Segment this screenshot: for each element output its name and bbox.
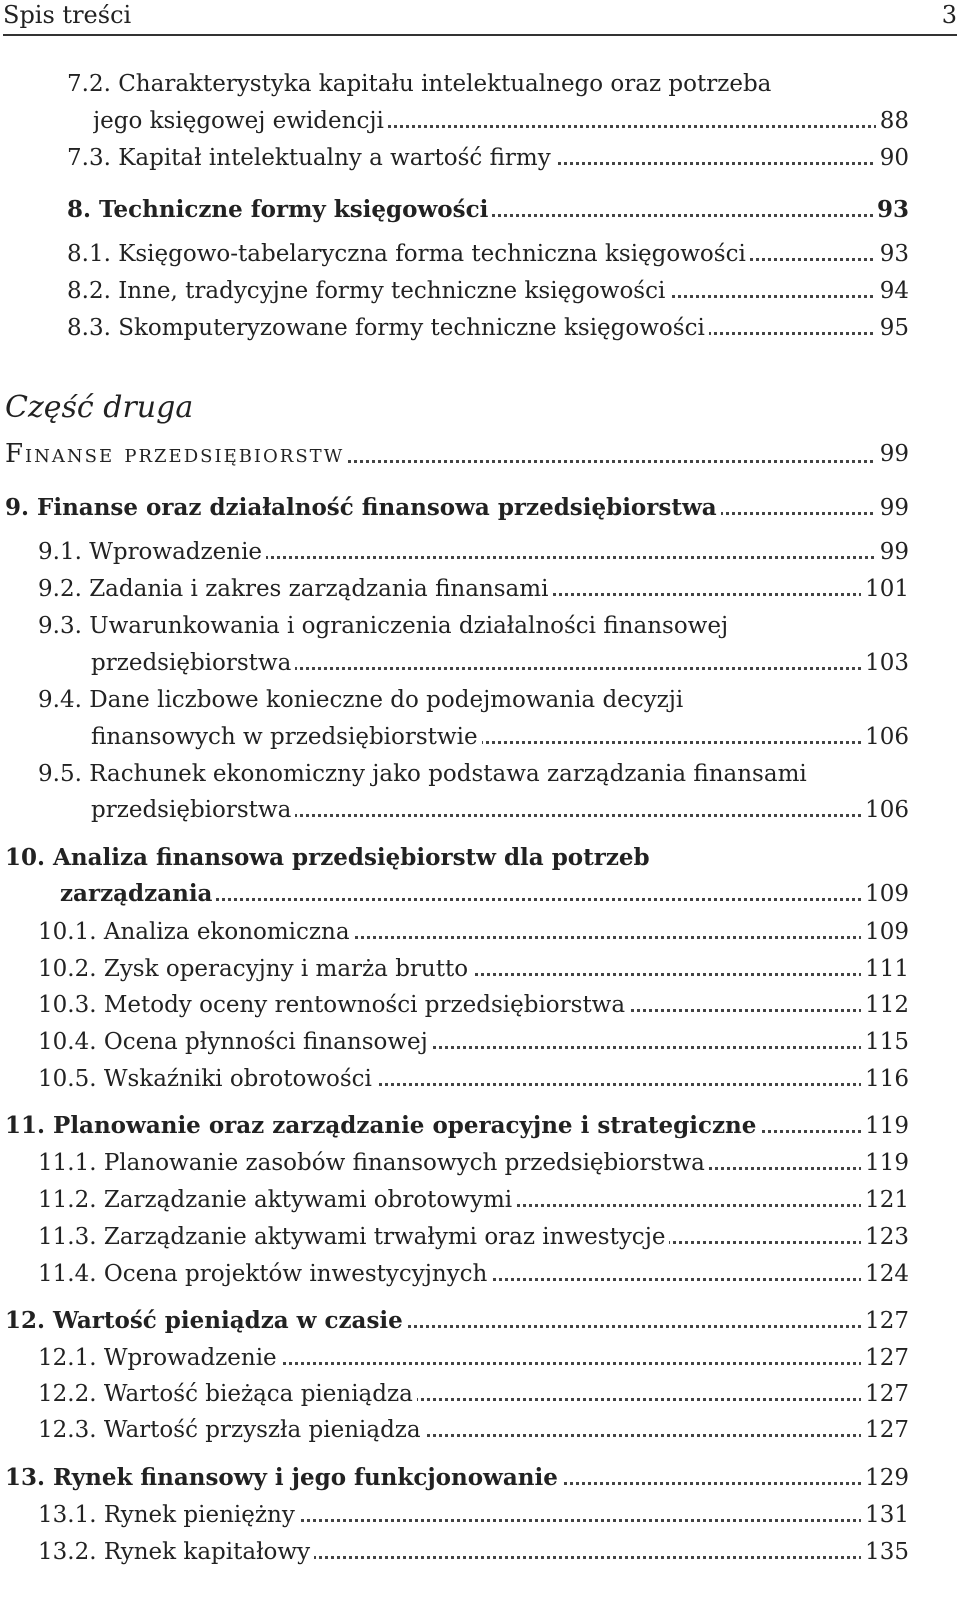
- toc-entry-9-3-line1[interactable]: [38, 610, 909, 642]
- toc-entry-page: 99: [876, 536, 909, 568]
- toc-entry-page: 119: [861, 1110, 909, 1142]
- toc-entry-label: 9.4. Dane liczbowe konieczne do podejmowania decyzji: [38, 684, 687, 716]
- toc-entry-page: 95: [876, 312, 909, 344]
- toc-entry-label: 9.5. Rachunek ekonomiczny jako podstawa zarządzania finansami: [38, 758, 811, 790]
- toc-chapter-10-line1[interactable]: [5, 842, 909, 874]
- toc-entry-10-3[interactable]: [38, 989, 909, 1021]
- toc-entry-page: 131: [861, 1499, 909, 1531]
- toc-chapter-12[interactable]: [5, 1305, 909, 1337]
- toc-entry-page: 106: [861, 794, 909, 826]
- toc-part-title[interactable]: [5, 436, 909, 472]
- toc-entry-page: 129: [861, 1462, 909, 1494]
- toc-entry-page: 103: [861, 647, 909, 679]
- toc-entry-9-4-line1[interactable]: [38, 684, 909, 716]
- toc-entry-12-3[interactable]: [38, 1414, 909, 1446]
- toc-entry-label: 12.2. Wartość bieżąca pieniądza: [38, 1378, 417, 1410]
- toc-entry-page: 109: [861, 878, 909, 910]
- toc-entry-label: 10.5. Wskaźniki obrotowości: [38, 1063, 376, 1095]
- toc-chapter-10[interactable]: [60, 878, 909, 910]
- toc-entry-page: 109: [861, 916, 909, 948]
- toc-entry-page: 115: [861, 1026, 909, 1058]
- toc-chapter-label: 9. Finanse oraz działalność finansowa przedsiębiorstwa: [5, 492, 721, 524]
- toc-entry-page: 123: [861, 1221, 909, 1253]
- toc-entry-page: 99: [876, 492, 909, 524]
- toc-entry-9-4[interactable]: [91, 721, 909, 753]
- toc-entry-label: 9.2. Zadania i zakres zarządzania finansami: [38, 573, 552, 605]
- toc-entry-9-2[interactable]: [38, 573, 909, 605]
- toc-entry-page: 93: [876, 238, 909, 270]
- toc-entry-11-1[interactable]: [38, 1147, 909, 1179]
- toc-entry-11-4[interactable]: [38, 1258, 909, 1290]
- toc-chapter-9[interactable]: [5, 492, 909, 524]
- toc-entry-label: 8.2. Inne, tradycyjne formy techniczne księgowości: [67, 275, 669, 307]
- toc-entry-11-2[interactable]: [38, 1184, 909, 1216]
- toc-entry-10-2[interactable]: [38, 953, 909, 985]
- toc-entry-page: 106: [861, 721, 909, 753]
- toc-chapter-label: 12. Wartość pieniądza w czasie: [5, 1305, 407, 1337]
- toc-entry-13-1[interactable]: [38, 1499, 909, 1531]
- toc-entry-label: 10.4. Ocena płynności finansowej: [38, 1026, 432, 1058]
- toc-entry-label: 12.1. Wprowadzenie: [38, 1342, 281, 1374]
- toc-entry-page: 90: [876, 142, 909, 174]
- toc-chapter-label: 10. Analiza finansowa przedsiębiorstw dla potrzeb: [5, 842, 654, 874]
- toc-entry-page: 127: [861, 1414, 909, 1446]
- toc-entry-page: 111: [861, 953, 909, 985]
- toc-entry-label: 8.3. Skomputeryzowane formy techniczne księgowości: [67, 312, 709, 344]
- running-header: [3, 0, 957, 36]
- toc-entry-8-1[interactable]: [67, 238, 909, 270]
- toc-chapter-label: 8. Techniczne formy księgowości: [67, 194, 492, 226]
- toc-entry-label: 10.2. Zysk operacyjny i marża brutto: [38, 953, 472, 985]
- toc-entry-label: 9.3. Uwarunkowania i ograniczenia działalności finansowej: [38, 610, 732, 642]
- toc-entry-page: 88: [876, 105, 909, 137]
- toc-entry-label: 10.3. Metody oceny rentowności przedsiębiorstwa: [38, 989, 629, 1021]
- toc-entry-10-5[interactable]: [38, 1063, 909, 1095]
- toc-entry-8-2[interactable]: [67, 275, 909, 307]
- toc-entry-7-2-line1[interactable]: [67, 68, 927, 100]
- toc-entry-page: 116: [861, 1063, 909, 1095]
- toc-entry-page: 93: [873, 194, 909, 226]
- toc-entry-12-2[interactable]: [38, 1378, 909, 1410]
- toc-entry-9-5[interactable]: [91, 794, 909, 826]
- running-header-title: Spis treści: [3, 1, 132, 29]
- toc-entry-9-3[interactable]: [91, 647, 909, 679]
- toc-entry-label: 8.1. Księgowo-tabelaryczna forma techniczna księgowości: [67, 238, 750, 270]
- toc-entry-page: 121: [861, 1184, 909, 1216]
- toc-entry-page: 124: [861, 1258, 909, 1290]
- toc-chapter-13[interactable]: [5, 1462, 909, 1494]
- running-header-page-number: 3: [941, 1, 957, 29]
- toc-entry-7-2[interactable]: [93, 105, 909, 137]
- toc-entry-page: 99: [876, 436, 909, 472]
- toc-entry-page: 119: [861, 1147, 909, 1179]
- toc-entry-7-3[interactable]: [67, 142, 909, 174]
- toc-entry-9-5-line1[interactable]: [38, 758, 909, 790]
- toc-entry-label: 12.3. Wartość przyszła pieniądza: [38, 1414, 425, 1446]
- toc-entry-8-3[interactable]: [67, 312, 909, 344]
- toc-entry-9-1[interactable]: [38, 536, 909, 568]
- toc-entry-page: 127: [861, 1378, 909, 1410]
- toc-entry-10-1[interactable]: [38, 916, 909, 948]
- toc-entry-label: przedsiębiorstwa: [91, 794, 295, 826]
- toc-chapter-label: 11. Planowanie oraz zarządzanie operacyjne i strategiczne: [5, 1110, 760, 1142]
- toc-entry-label: 10.1. Analiza ekonomiczna: [38, 916, 354, 948]
- toc-entry-label: 9.1. Wprowadzenie: [38, 536, 266, 568]
- toc-entry-label: 11.2. Zarządzanie aktywami obrotowymi: [38, 1184, 516, 1216]
- toc-entry-label: finansowych w przedsiębiorstwie: [91, 721, 482, 753]
- toc-entry-page: 112: [861, 989, 909, 1021]
- toc-entry-11-3[interactable]: [38, 1221, 909, 1253]
- toc-entry-10-4[interactable]: [38, 1026, 909, 1058]
- toc-entry-label: 13.2. Rynek kapitałowy: [38, 1536, 314, 1568]
- toc-entry-label: 11.4. Ocena projektów inwestycyjnych: [38, 1258, 491, 1290]
- toc-chapter-11[interactable]: [5, 1110, 909, 1142]
- toc-entry-page: 101: [861, 573, 909, 605]
- toc-part-title-label: Finanse przedsiębiorstw: [5, 436, 348, 472]
- toc-entry-label: 11.3. Zarządzanie aktywami trwałymi oraz inwestycje: [38, 1221, 669, 1253]
- toc-chapter-label: zarządzania: [60, 878, 216, 910]
- toc-chapter-label: 13. Rynek finansowy i jego funkcjonowanie: [5, 1462, 562, 1494]
- toc-entry-label: 7.2. Charakterystyka kapitału intelektualnego oraz potrzeba: [67, 68, 775, 100]
- toc-entry-label: przedsiębiorstwa: [91, 647, 295, 679]
- toc-entry-page: 94: [876, 275, 909, 307]
- toc-entry-label: 11.1. Planowanie zasobów finansowych przedsiębiorstwa: [38, 1147, 709, 1179]
- toc-entry-12-1[interactable]: [38, 1342, 909, 1374]
- toc-entry-label: 7.3. Kapitał intelektualny a wartość firmy: [67, 142, 555, 174]
- toc-entry-label: jego księgowej ewidencji: [93, 105, 388, 137]
- toc-entry-page: 127: [861, 1342, 909, 1374]
- toc-entry-page: 127: [861, 1305, 909, 1337]
- part-label: Część druga: [5, 390, 194, 425]
- toc-chapter-8[interactable]: [67, 194, 909, 226]
- toc-entry-label: 13.1. Rynek pieniężny: [38, 1499, 299, 1531]
- toc-entry-page: 135: [861, 1536, 909, 1568]
- toc-entry-13-2[interactable]: [38, 1536, 909, 1568]
